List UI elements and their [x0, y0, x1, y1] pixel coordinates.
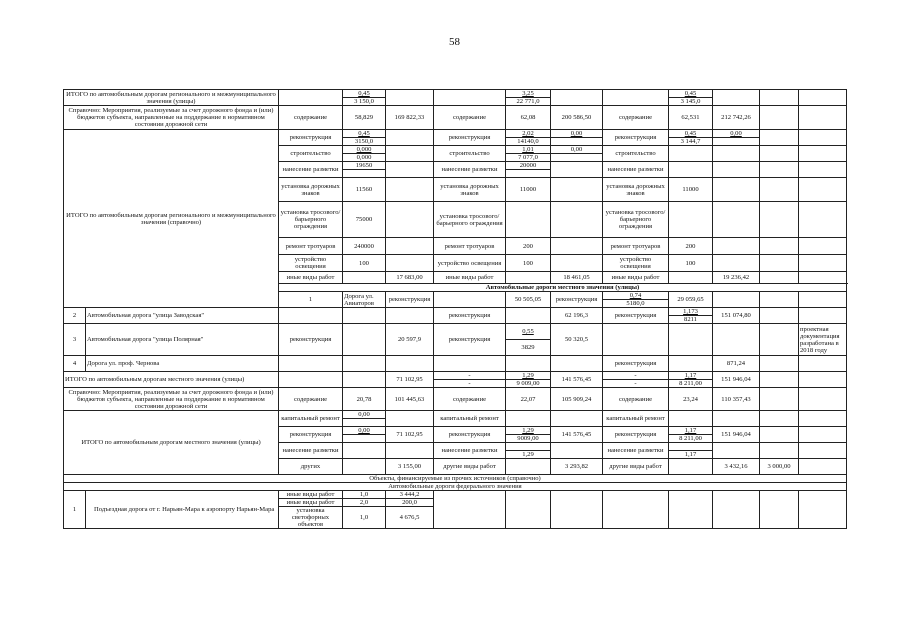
- cell: 0,00: [551, 146, 603, 154]
- cell: установка дорожных знаков: [279, 178, 343, 202]
- section-local-roads: Автомобильные дороги местного значения (улицы): [279, 284, 847, 292]
- cell: установка дорожных знаков: [603, 178, 669, 202]
- cell: 71 102,95: [386, 427, 434, 443]
- cell: 1,0: [343, 491, 386, 499]
- cell: содержание: [279, 388, 343, 411]
- cell: 18 461,05: [551, 272, 603, 284]
- cell: ремонт тротуаров: [434, 238, 506, 255]
- cell: 3 000,00: [760, 459, 799, 475]
- cell: установка тросового/барьерного ограждения: [279, 202, 343, 238]
- cell: 0,00: [343, 427, 386, 435]
- cell: 100: [343, 255, 386, 272]
- cell: содержание: [434, 388, 506, 411]
- cell: 9009,00: [506, 435, 551, 443]
- cell: установка светофорных объектов: [279, 507, 343, 529]
- cell: 871,24: [713, 356, 760, 372]
- cell: 3829: [506, 340, 551, 356]
- cell: 151 946,04: [713, 427, 760, 443]
- cell: 151 074,80: [713, 308, 760, 324]
- cell: иные виды работ: [603, 272, 669, 284]
- row-number: 1: [64, 491, 86, 529]
- cell: нанесение разметки: [603, 162, 669, 178]
- road-name: Дорога ул. проф. Чернова: [86, 356, 279, 372]
- cell: 11000: [669, 178, 713, 202]
- cell: других: [279, 459, 343, 475]
- cell: иные виды работ: [279, 272, 343, 284]
- cell: 3 155,00: [386, 459, 434, 475]
- cell: 200: [506, 238, 551, 255]
- cell: -: [603, 372, 669, 380]
- row-number: 3: [64, 324, 86, 356]
- cell: 14140,0: [506, 138, 551, 146]
- cell: 20 597,9: [386, 324, 434, 356]
- itogo-local-label-2: ИТОГО по автомобильным дорогам местного значения (улицы): [64, 411, 279, 475]
- cell: содержание: [434, 106, 506, 130]
- cell: 141 576,45: [551, 427, 603, 443]
- cell: иные виды работ: [434, 272, 506, 284]
- cell: 1,173: [669, 308, 713, 316]
- reference-label: Справочно: Мероприятия, реализуемые за счет дорожного фонда и (или) бюджетов субъекта, направленные на поддержание в нормативном состоянии дорожной сети: [64, 106, 279, 130]
- section-other-sources: Объекты, финансируемые из прочих источников (справочно): [64, 475, 847, 483]
- cell: 200,0: [386, 499, 434, 507]
- cell: 20,78: [343, 388, 386, 411]
- cell: реконструкция: [279, 324, 343, 356]
- cell: содержание: [603, 388, 669, 411]
- cell: 2,02: [506, 130, 551, 138]
- road-name: Автомобильная дорога "улица Заводская": [86, 308, 279, 324]
- cell: 1,17: [669, 372, 713, 380]
- itogo-local-label: ИТОГО по автомобильным дорогам местного значения (улицы): [64, 372, 279, 388]
- cell: реконструкция: [386, 292, 434, 308]
- cell: 2,0: [343, 499, 386, 507]
- cell: устройство освещения: [603, 255, 669, 272]
- row-number: 2: [64, 308, 86, 324]
- cell: 19 236,42: [713, 272, 760, 284]
- cell: 1,29: [506, 427, 551, 435]
- cell: 19650: [343, 162, 386, 170]
- cell: 0,000: [343, 154, 386, 162]
- cell: 3 150,0: [343, 98, 386, 106]
- cell: 0,74: [603, 292, 669, 300]
- row-number: 1: [279, 292, 343, 308]
- cell: строительство: [434, 146, 506, 162]
- cell: содержание: [603, 106, 669, 130]
- cell: строительство: [603, 146, 669, 162]
- cell: 3 432,16: [713, 459, 760, 475]
- cell: 71 102,95: [386, 372, 434, 388]
- cell: 200: [669, 238, 713, 255]
- cell: 105 909,24: [551, 388, 603, 411]
- cell: 3 145,0: [669, 98, 713, 106]
- cell: иные виды работ: [279, 499, 343, 507]
- page-number: 58: [449, 36, 460, 48]
- cell: 62,08: [506, 106, 551, 130]
- cell: 50 320,5: [551, 324, 603, 356]
- cell: 1,0: [343, 507, 386, 529]
- cell: нанесение разметки: [603, 443, 669, 459]
- cell: 62 196,3: [551, 308, 603, 324]
- cell: 3150,0: [343, 138, 386, 146]
- cell: 3,25: [506, 90, 551, 98]
- cell: 0,55: [506, 324, 551, 340]
- road-name: Автомобильная дорога "улица Полярная": [86, 324, 279, 356]
- cell: ремонт тротуаров: [279, 238, 343, 255]
- cell: другие виды работ: [603, 459, 669, 475]
- cell: 9 009,00: [506, 380, 551, 388]
- section-federal-roads: Автомобильные дороги федерального значения: [64, 483, 847, 491]
- cell: реконструкция: [279, 130, 343, 146]
- itogo-regional-reference-label: ИТОГО по автомобильным дорогам регионального и межмуниципального значения (справочно): [64, 130, 279, 308]
- cell: 5180,0: [603, 300, 669, 308]
- cell: -: [603, 380, 669, 388]
- cell: 0,00: [713, 130, 760, 138]
- cell: 1,17: [669, 427, 713, 435]
- cell: 151 946,04: [713, 372, 760, 388]
- cell: 200 586,50: [551, 106, 603, 130]
- cell: строительство: [279, 146, 343, 162]
- cell: реконструкция: [434, 308, 506, 324]
- cell: 62,531: [669, 106, 713, 130]
- cell: устройство освещения: [434, 255, 506, 272]
- note: проектная документация разработана в 2018 году: [799, 324, 847, 356]
- cell: 75000: [343, 202, 386, 238]
- cell: нанесение разметки: [279, 162, 343, 178]
- cell: 11000: [506, 178, 551, 202]
- cell: 0,45: [669, 90, 713, 98]
- cell: иные виды работ: [279, 491, 343, 499]
- cell: 1,17: [669, 451, 713, 459]
- cell: 110 357,43: [713, 388, 760, 411]
- cell: устройство освещения: [279, 255, 343, 272]
- cell: реконструкция: [603, 308, 669, 324]
- cell: 3 293,82: [551, 459, 603, 475]
- cell: нанесение разметки: [434, 162, 506, 178]
- cell: 8211: [669, 316, 713, 324]
- cell: 22,07: [506, 388, 551, 411]
- cell: установка дорожных знаков: [434, 178, 506, 202]
- cell: 0,45: [343, 90, 386, 98]
- cell: 3 144,7: [669, 138, 713, 146]
- cell: 17 683,00: [386, 272, 434, 284]
- cell: 3 444,2: [386, 491, 434, 499]
- cell: 11560: [343, 178, 386, 202]
- cell: 0,45: [669, 130, 713, 138]
- cell: 7 077,0: [506, 154, 551, 162]
- cell: 8 211,00: [669, 435, 713, 443]
- cell: другие виды работ: [434, 459, 506, 475]
- cell: 50 505,05: [506, 292, 551, 308]
- financing-table: [63, 89, 847, 529]
- cell: 8 211,00: [669, 380, 713, 388]
- cell: капитальный ремонт: [434, 411, 506, 427]
- cell: реконструкция: [603, 356, 669, 372]
- cell: 1,29: [506, 372, 551, 380]
- cell: 0,000: [343, 146, 386, 154]
- row-number: 4: [64, 356, 86, 372]
- cell: реконструкция: [603, 427, 669, 443]
- cell: 4 676,5: [386, 507, 434, 529]
- cell: 22 771,0: [506, 98, 551, 106]
- cell: реконструкция: [603, 130, 669, 146]
- cell: 101 445,63: [386, 388, 434, 411]
- cell: реконструкция: [551, 292, 603, 308]
- cell: 58,829: [343, 106, 386, 130]
- cell: капитальный ремонт: [279, 411, 343, 427]
- cell: 23,24: [669, 388, 713, 411]
- cell: реконструкция: [434, 427, 506, 443]
- cell: установка тросового/барьерного ограждения: [434, 202, 506, 238]
- cell: реконструкция: [434, 130, 506, 146]
- cell: нанесение разметки: [279, 443, 343, 459]
- cell: 0,00: [551, 130, 603, 138]
- road-name: Дорога ул. Авиаторов: [343, 292, 386, 308]
- cell: нанесение разметки: [434, 443, 506, 459]
- cell: реконструкция: [434, 324, 506, 356]
- road-name: Подъездная дорога от г. Нарьян-Мара к аэропорту Нарьян-Мара: [86, 491, 279, 529]
- cell: 1,01: [506, 146, 551, 154]
- cell: 212 742,26: [713, 106, 760, 130]
- cell: 29 059,65: [669, 292, 713, 308]
- cell: 0,00: [343, 411, 386, 419]
- cell: 0,45: [343, 130, 386, 138]
- cell: 169 822,33: [386, 106, 434, 130]
- cell: установка тросового/барьерного ограждения: [603, 202, 669, 238]
- cell: содержание: [279, 106, 343, 130]
- cell: -: [434, 380, 506, 388]
- reference-label: Справочно: Мероприятия, реализуемые за счет дорожного фонда и (или) бюджетов субъекта, направленные на поддержание в нормативном состоянии дорожной сети: [64, 388, 279, 411]
- cell: 240000: [343, 238, 386, 255]
- itogo-regional-label: ИТОГО по автомобильным дорогам регионального и межмуниципального значения (улицы): [64, 90, 279, 106]
- cell: 1,29: [506, 451, 551, 459]
- cell: реконструкция: [279, 427, 343, 443]
- cell: 141 576,45: [551, 372, 603, 388]
- cell: 100: [506, 255, 551, 272]
- cell: капитальный ремонт: [603, 411, 669, 427]
- cell: -: [434, 372, 506, 380]
- cell: ремонт тротуаров: [603, 238, 669, 255]
- cell: 100: [669, 255, 713, 272]
- cell: 20000: [506, 162, 551, 170]
